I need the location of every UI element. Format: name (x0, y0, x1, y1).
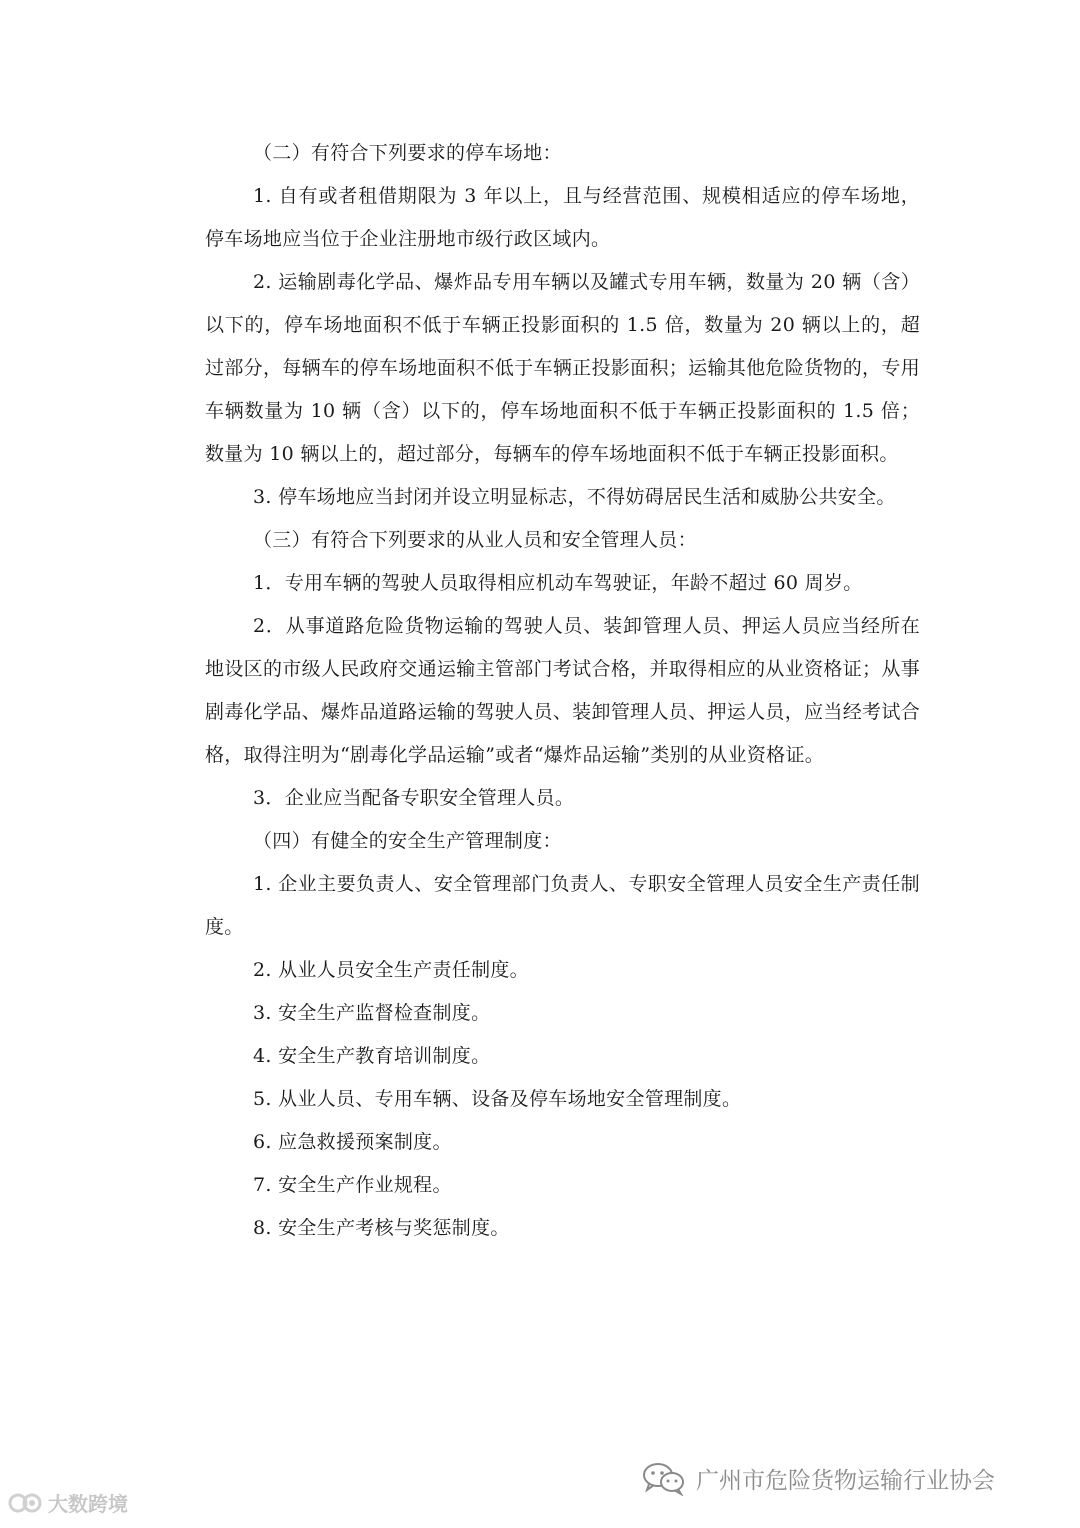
section-heading-parking: （二）有符合下列要求的停车场地： (253, 142, 562, 164)
paragraph: 2. 运输剧毒化学品、爆炸品专用车辆以及罐式专用车辆，数量为 20 辆（含）以下的，停车场地面积不低于车辆正投影面积的 1.5 倍，数量为 20 辆以上的，超过部分，每辆车的停车场地面积不低于车辆正投影面积；运输其他危险货物的，专用车辆数量为 10 辆（含）以下的，停车场地面积不低于车辆正投影面积的 1.5 倍；数量为 10 辆以上的，超过部分，每辆车的停车场地面积不低于车辆正投影面积。 (205, 271, 920, 465)
wechat-icon (640, 1460, 688, 1496)
list-item: 2. 从业人员安全生产责任制度。 (253, 959, 529, 981)
section-heading-personnel: （三）有符合下列要求的从业人员和安全管理人员： (253, 529, 697, 551)
document-body (205, 132, 920, 1250)
paragraph: 2．从事道路危险货物运输的驾驶人员、装卸管理人员、押运人员应当经所在地设区的市级人民政府交通运输主管部门考试合格，并取得相应的从业资格证；从事剧毒化学品、爆炸品道路运输的驾驶人员、装卸管理人员、押运人员，应当经考试合格，取得注明为“剧毒化学品运输”或者“爆炸品运输”类别的从业资格证。 (205, 615, 920, 766)
paragraph: 1. 自有或者租借期限为 3 年以上，且与经营范围、规模相适应的停车场地，停车场地应当位于企业注册地市级行政区域内。 (205, 185, 920, 250)
list-item: 3. 安全生产监督检查制度。 (253, 1002, 491, 1024)
list-item: 5. 从业人员、专用车辆、设备及停车场地安全管理制度。 (253, 1088, 742, 1110)
paragraph: 3．企业应当配备专职安全管理人员。 (253, 787, 575, 809)
watermark-platform-name: 大数跨境 (48, 1492, 128, 1516)
list-item: 8. 安全生产考核与奖惩制度。 (253, 1217, 510, 1239)
section-heading-safety-system: （四）有健全的安全生产管理制度： (253, 830, 562, 852)
paragraph: 3. 停车场地应当封闭并设立明显标志，不得妨碍居民生活和威胁公共安全。 (253, 486, 896, 508)
watermark-org-name: 广州市危险货物运输行业协会 (696, 1467, 995, 1494)
logo-icon (8, 1490, 44, 1516)
list-item: 6. 应急救援预案制度。 (253, 1131, 452, 1153)
list-item: 7. 安全生产作业规程。 (253, 1174, 452, 1196)
wechat-watermark (640, 1460, 995, 1496)
platform-watermark (8, 1488, 128, 1517)
list-item: 4. 安全生产教育培训制度。 (253, 1045, 491, 1067)
list-item: 1. 企业主要负责人、安全管理部门负责人、专职安全管理人员安全生产责任制度。 (205, 873, 920, 938)
paragraph: 1．专用车辆的驾驶人员取得相应机动车驾驶证，年龄不超过 60 周岁。 (253, 572, 863, 594)
